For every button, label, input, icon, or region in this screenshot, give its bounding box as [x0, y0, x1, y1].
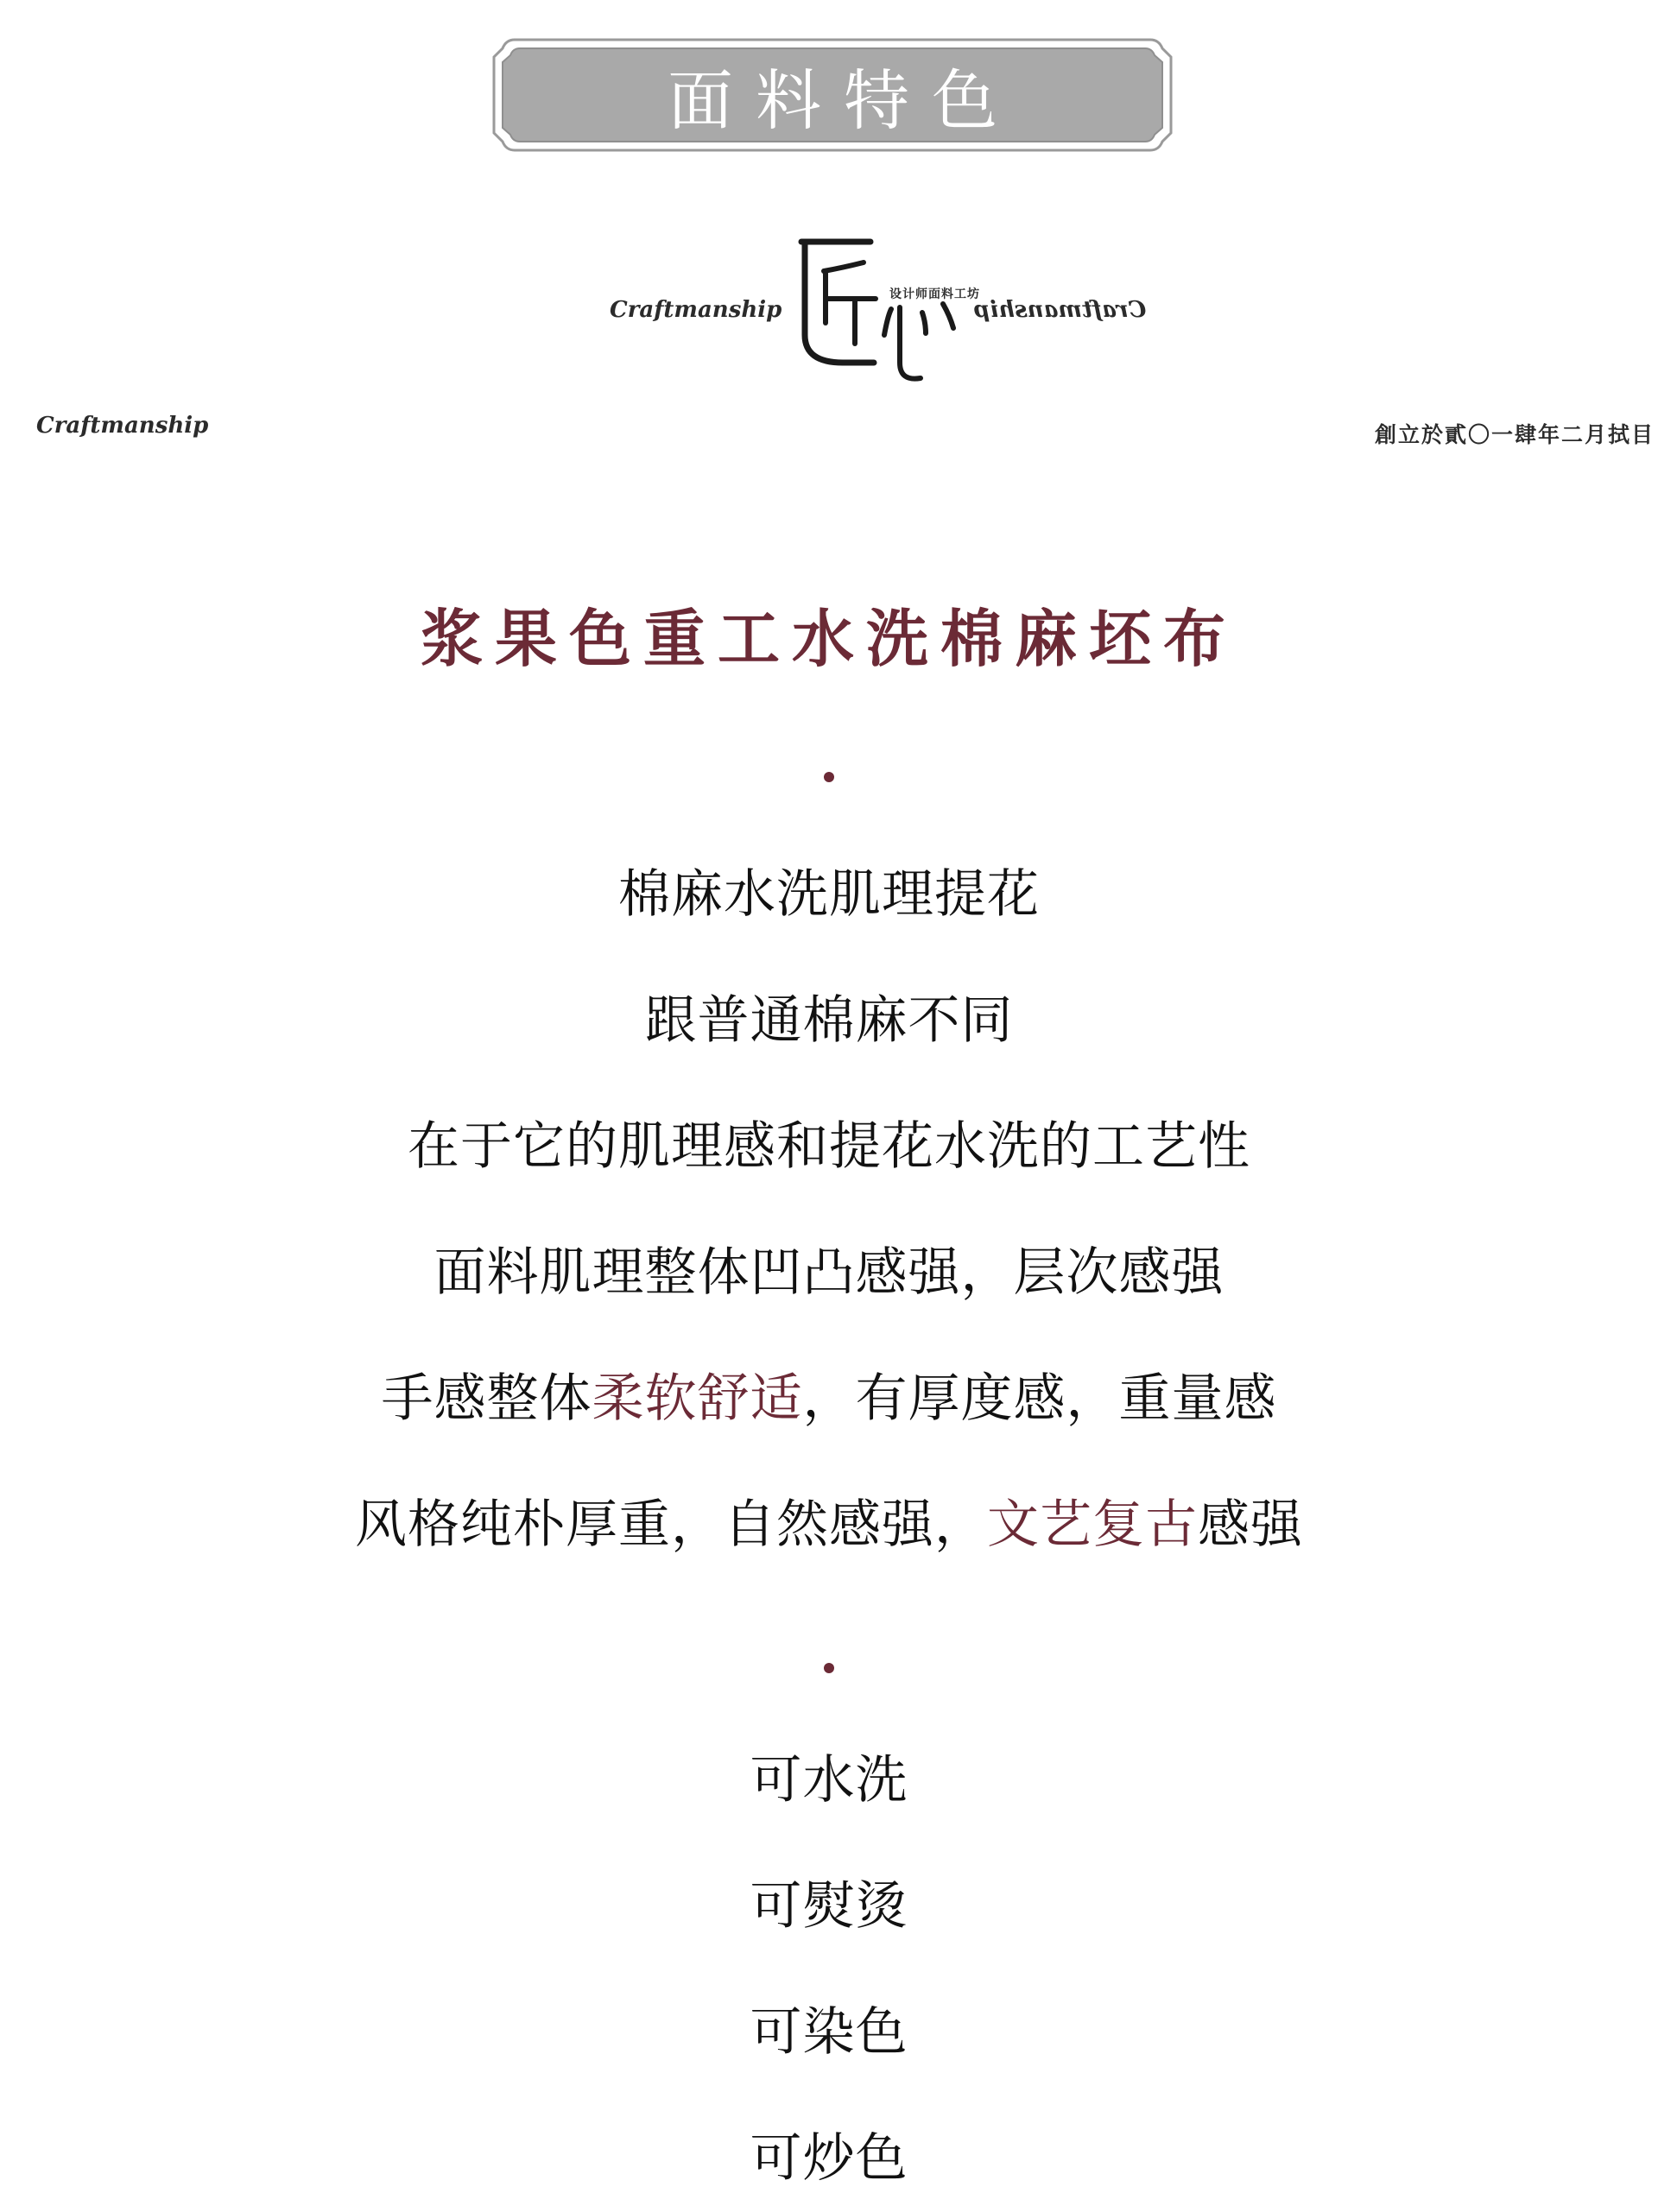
feature-line-6-part-a: 风格纯朴厚重，自然感强， [355, 1495, 987, 1555]
separator-dot-2 [824, 1663, 834, 1673]
brand-left-text: Craftmanship [610, 297, 782, 323]
logo-subtext: 设计师面料工坊 [889, 288, 980, 301]
feature-line-2: 跟普通棉麻不同 [644, 990, 1014, 1051]
care-item-stir-dyeable: 可炒色 [750, 2128, 908, 2189]
care-item-dyeable: 可染色 [750, 2002, 908, 2063]
care-item-ironable: 可熨烫 [750, 1876, 908, 1937]
feature-line-5-part-c: ，有厚度感，重量感 [802, 1368, 1277, 1429]
brand-right-text-mirrored: Craftmanship [974, 297, 1147, 323]
jiang-xin-logo-mark [791, 233, 981, 389]
feature-line-6-highlight: 文艺复古 [987, 1495, 1198, 1555]
brand-logo [791, 233, 981, 389]
feature-line-6 [0, 1483, 1658, 1558]
header-banner [489, 35, 1176, 155]
feature-line-5 [0, 1357, 1658, 1431]
side-right-founding-text: 創立於貳〇一肆年二月拭目 [1375, 422, 1655, 447]
feature-line-3: 在于它的肌理感和提花水洗的工艺性 [408, 1116, 1250, 1177]
banner-title: 面料特色 [668, 61, 1020, 139]
feature-line-5-part-a: 手感整体 [381, 1368, 592, 1429]
care-item-washable: 可水洗 [750, 1750, 908, 1811]
side-left-brand-text: Craftmanship [36, 413, 209, 439]
separator-dot-1 [824, 772, 834, 782]
feature-line-6-part-c: 感强 [1198, 1495, 1303, 1555]
feature-line-4: 面料肌理整体凹凸感强，层次感强 [433, 1242, 1225, 1303]
feature-line-5-highlight: 柔软舒适 [592, 1368, 803, 1429]
product-title: 浆果色重工水洗棉麻坯布 [420, 603, 1237, 675]
feature-line-1: 棉麻水洗肌理提花 [618, 864, 1040, 925]
